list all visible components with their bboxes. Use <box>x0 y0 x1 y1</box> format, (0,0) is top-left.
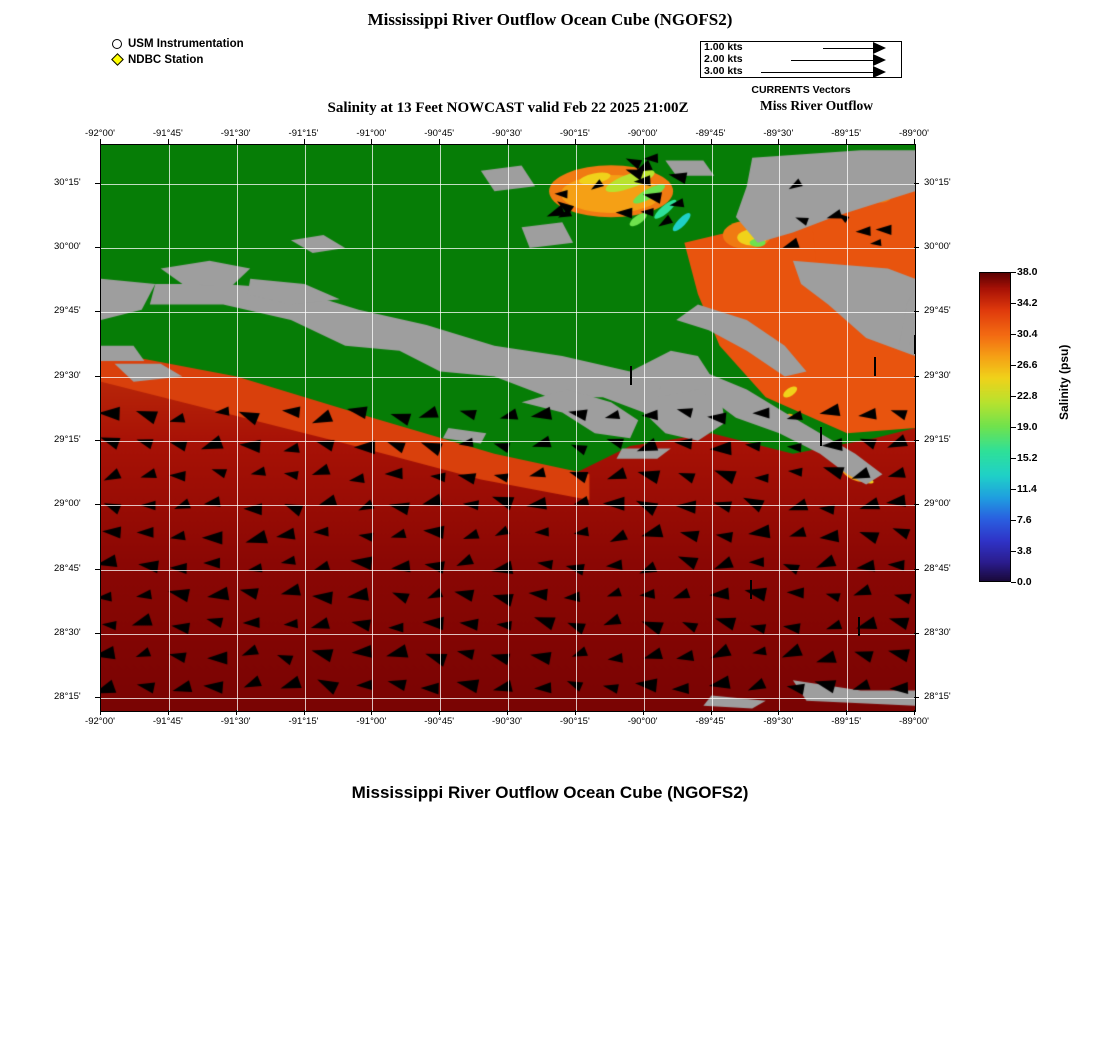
colorbar-tick-label: 30.4 <box>1017 328 1038 340</box>
x-axis-tick <box>439 139 440 144</box>
colorbar-tick-label: 7.6 <box>1017 514 1032 526</box>
legend-item-label: USM Instrumentation <box>128 37 244 50</box>
y-axis-tick <box>914 183 919 184</box>
y-axis-tick-label: 28°45' <box>54 562 81 574</box>
colorbar-tick-label: 0.0 <box>1017 576 1032 588</box>
diamond-yellow-icon <box>108 52 126 67</box>
x-axis-tick <box>236 139 237 144</box>
ndbc-station-marker[interactable] <box>874 358 885 369</box>
y-axis-tick-label: 28°30' <box>54 626 81 638</box>
y-axis-tick <box>95 247 100 248</box>
x-axis-tick-label: -91°45' <box>152 128 183 139</box>
gridline-vertical <box>237 145 238 711</box>
y-axis-tick-label: 29°00' <box>54 498 81 510</box>
y-axis-tick-label: 29°00' <box>924 498 951 510</box>
x-axis-tick-label: -90°00' <box>627 128 658 139</box>
x-axis-tick-label: -89°00' <box>899 716 929 727</box>
x-axis-tick-label: -91°15' <box>288 128 319 139</box>
y-axis-tick-label: 29°30' <box>924 369 951 381</box>
x-axis-tick-label: -90°15' <box>559 128 590 139</box>
x-axis-tick <box>304 710 305 715</box>
gridline-horizontal <box>101 634 915 635</box>
x-axis-tick-label: -89°30' <box>763 128 794 139</box>
gridline-vertical <box>712 145 713 711</box>
salinity-colorbar <box>979 266 1038 588</box>
diamond-yellow-icon <box>858 617 860 636</box>
y-axis-tick-label: 29°30' <box>54 369 81 381</box>
vector-line <box>791 60 873 61</box>
y-axis-tick <box>95 504 100 505</box>
colorbar-tick-label: 15.2 <box>1017 452 1038 464</box>
gridline-vertical <box>508 145 509 711</box>
y-axis-tick <box>914 569 919 570</box>
vector-line <box>823 48 873 49</box>
colorbar-tick <box>1011 396 1016 397</box>
x-axis-tick-label: -89°45' <box>695 716 726 727</box>
x-axis-tick <box>304 139 305 144</box>
ndbc-station-marker[interactable] <box>630 367 641 378</box>
x-axis-tick-label: -91°45' <box>152 716 183 727</box>
vector-scale-label: 1.00 kts <box>704 41 743 53</box>
x-axis-tick <box>778 710 779 715</box>
colorbar-tick <box>1011 427 1016 428</box>
x-axis-tick-label: -90°30' <box>492 716 522 727</box>
gridline-horizontal <box>101 248 915 249</box>
x-axis-tick <box>846 710 847 715</box>
y-axis-tick <box>95 440 100 441</box>
colorbar-tick-label: 38.0 <box>1017 266 1038 278</box>
y-axis-tick <box>914 697 919 698</box>
vector-arrowhead-icon <box>873 54 886 66</box>
x-axis-tick <box>371 710 372 715</box>
gridline-horizontal <box>101 312 915 313</box>
y-axis-tick <box>914 376 919 377</box>
currents-vectors-caption: CURRENTS Vectors <box>751 84 851 96</box>
y-axis-tick <box>95 697 100 698</box>
y-axis-tick-label: 30°00' <box>924 240 951 252</box>
colorbar-tick-label: 19.0 <box>1017 421 1038 433</box>
ndbc-station-marker[interactable] <box>914 336 917 347</box>
colorbar-tick <box>1011 551 1016 552</box>
x-axis-tick-label: -90°45' <box>424 716 455 727</box>
x-axis-tick <box>100 139 101 144</box>
x-axis-tick <box>643 710 644 715</box>
vector-arrowhead-icon <box>873 66 886 78</box>
map-subtitle: Salinity at 13 Feet NOWCAST valid Feb 22 2025 21:00Z <box>327 100 689 116</box>
gridline-vertical <box>779 145 780 711</box>
y-axis-tick-label: 29°15' <box>924 433 951 445</box>
diamond-yellow-icon <box>874 357 876 376</box>
gridline-vertical <box>644 145 645 711</box>
y-axis-tick <box>914 440 919 441</box>
colorbar-tick <box>1011 365 1016 366</box>
x-axis-tick-label: -89°45' <box>695 128 726 139</box>
circle-open-icon <box>108 36 126 51</box>
colorbar-tick-label: 11.4 <box>1017 483 1037 495</box>
y-axis-tick <box>95 633 100 634</box>
y-axis-tick-label: 28°30' <box>924 626 951 638</box>
x-axis-tick <box>168 710 169 715</box>
y-axis-tick <box>95 183 100 184</box>
gridline-vertical <box>847 145 848 711</box>
vector-arrowhead-icon <box>873 42 886 54</box>
colorbar-tick <box>1011 303 1016 304</box>
legend-item-usm <box>108 36 244 51</box>
diamond-yellow-icon <box>750 580 752 599</box>
y-axis-tick-label: 28°15' <box>924 691 951 703</box>
diamond-yellow-icon <box>630 366 632 385</box>
legend-item-label: NDBC Station <box>128 53 204 66</box>
x-axis-tick-label: -92°00' <box>85 716 115 727</box>
gridline-horizontal <box>101 505 915 506</box>
x-axis-tick-label: -91°30' <box>220 128 251 139</box>
gridline-vertical <box>169 145 170 711</box>
y-axis-tick-label: 29°45' <box>54 305 81 317</box>
x-axis-tick-label: -89°15' <box>831 716 862 727</box>
colorbar-tick <box>1011 334 1016 335</box>
y-axis-tick <box>95 376 100 377</box>
map-legend <box>108 36 244 68</box>
gridline-vertical <box>576 145 577 711</box>
x-axis-tick <box>914 710 915 715</box>
x-axis-tick-label: -89°30' <box>763 716 794 727</box>
gridline-vertical <box>372 145 373 711</box>
colorbar-tick-label: 26.6 <box>1017 359 1038 371</box>
gridline-horizontal <box>101 698 915 699</box>
x-axis-tick-label: -90°45' <box>424 128 455 139</box>
vector-scale-label: 2.00 kts <box>704 53 743 65</box>
colorbar-tick <box>1011 489 1016 490</box>
ndbc-station-marker[interactable] <box>820 428 831 439</box>
colorbar-tick <box>1011 272 1016 273</box>
bottom-caption: Mississippi River Outflow Ocean Cube (NGOFS2) <box>351 783 749 802</box>
y-axis-tick-label: 29°15' <box>54 433 81 445</box>
y-axis-tick <box>914 311 919 312</box>
gridline-horizontal <box>101 570 915 571</box>
x-axis-tick-label: -92°00' <box>85 128 115 139</box>
colorbar-title: Salinity (psu) <box>1057 344 1071 420</box>
y-axis-tick-label: 28°45' <box>924 562 951 574</box>
ndbc-station-marker[interactable] <box>858 618 869 629</box>
gridline-horizontal <box>101 441 915 442</box>
vector-scale-row <box>701 66 903 78</box>
gridline-vertical <box>440 145 441 711</box>
y-axis-tick <box>95 569 100 570</box>
ndbc-station-marker[interactable] <box>750 581 761 592</box>
gridline-vertical <box>305 145 306 711</box>
x-axis-tick <box>100 710 101 715</box>
page-title: Mississippi River Outflow Ocean Cube (NGOFS2) <box>367 10 733 29</box>
x-axis-tick <box>507 710 508 715</box>
x-axis-tick-label: -89°00' <box>899 128 929 139</box>
y-axis-tick <box>914 633 919 634</box>
colorbar-tick-label: 3.8 <box>1017 545 1032 557</box>
x-axis-tick-label: -89°15' <box>831 128 862 139</box>
x-axis-tick <box>439 710 440 715</box>
colorbar-gradient <box>979 272 1011 582</box>
y-axis-tick-label: 30°00' <box>54 240 81 252</box>
colorbar-tick <box>1011 520 1016 521</box>
y-axis-tick-label: 30°15' <box>54 176 81 188</box>
x-axis-tick-label: -91°00' <box>356 716 387 727</box>
gridline-horizontal <box>101 184 915 185</box>
x-axis-tick <box>371 139 372 144</box>
colorbar-tick <box>1011 582 1016 583</box>
x-axis-tick <box>507 139 508 144</box>
x-axis-tick-label: -90°15' <box>559 716 590 727</box>
x-axis-tick-label: -91°30' <box>220 716 251 727</box>
map-plot-area[interactable] <box>100 144 916 712</box>
diamond-yellow-icon <box>914 335 916 354</box>
x-axis-tick-label: -90°30' <box>492 128 522 139</box>
x-axis-tick <box>778 139 779 144</box>
x-axis-tick <box>575 710 576 715</box>
x-axis-tick <box>711 139 712 144</box>
x-axis-tick-label: -91°00' <box>356 128 387 139</box>
y-axis-tick-label: 29°45' <box>924 305 951 317</box>
colorbar-tick-label: 34.2 <box>1017 297 1038 309</box>
y-axis-tick <box>95 311 100 312</box>
legend-item-ndbc <box>108 52 244 67</box>
vector-line <box>761 72 873 73</box>
y-axis-tick-label: 30°15' <box>924 176 951 188</box>
y-axis-tick-label: 28°15' <box>54 691 81 703</box>
x-axis-tick <box>236 710 237 715</box>
x-axis-tick <box>643 139 644 144</box>
x-axis-tick <box>914 139 915 144</box>
colorbar-tick-label: 22.8 <box>1017 390 1038 402</box>
x-axis-tick-label: -91°15' <box>288 716 319 727</box>
diamond-yellow-icon <box>820 427 822 446</box>
x-axis-tick <box>575 139 576 144</box>
x-axis-tick <box>846 139 847 144</box>
x-axis-tick <box>711 710 712 715</box>
gridline-horizontal <box>101 377 915 378</box>
x-axis-tick-label: -90°00' <box>627 716 658 727</box>
currents-vector-scale <box>700 41 902 78</box>
colorbar-tick <box>1011 458 1016 459</box>
vector-scale-label: 3.00 kts <box>704 65 743 77</box>
y-axis-tick <box>914 247 919 248</box>
miss-river-outflow-label: Miss River Outflow <box>760 98 873 113</box>
x-axis-tick <box>168 139 169 144</box>
y-axis-tick <box>914 504 919 505</box>
